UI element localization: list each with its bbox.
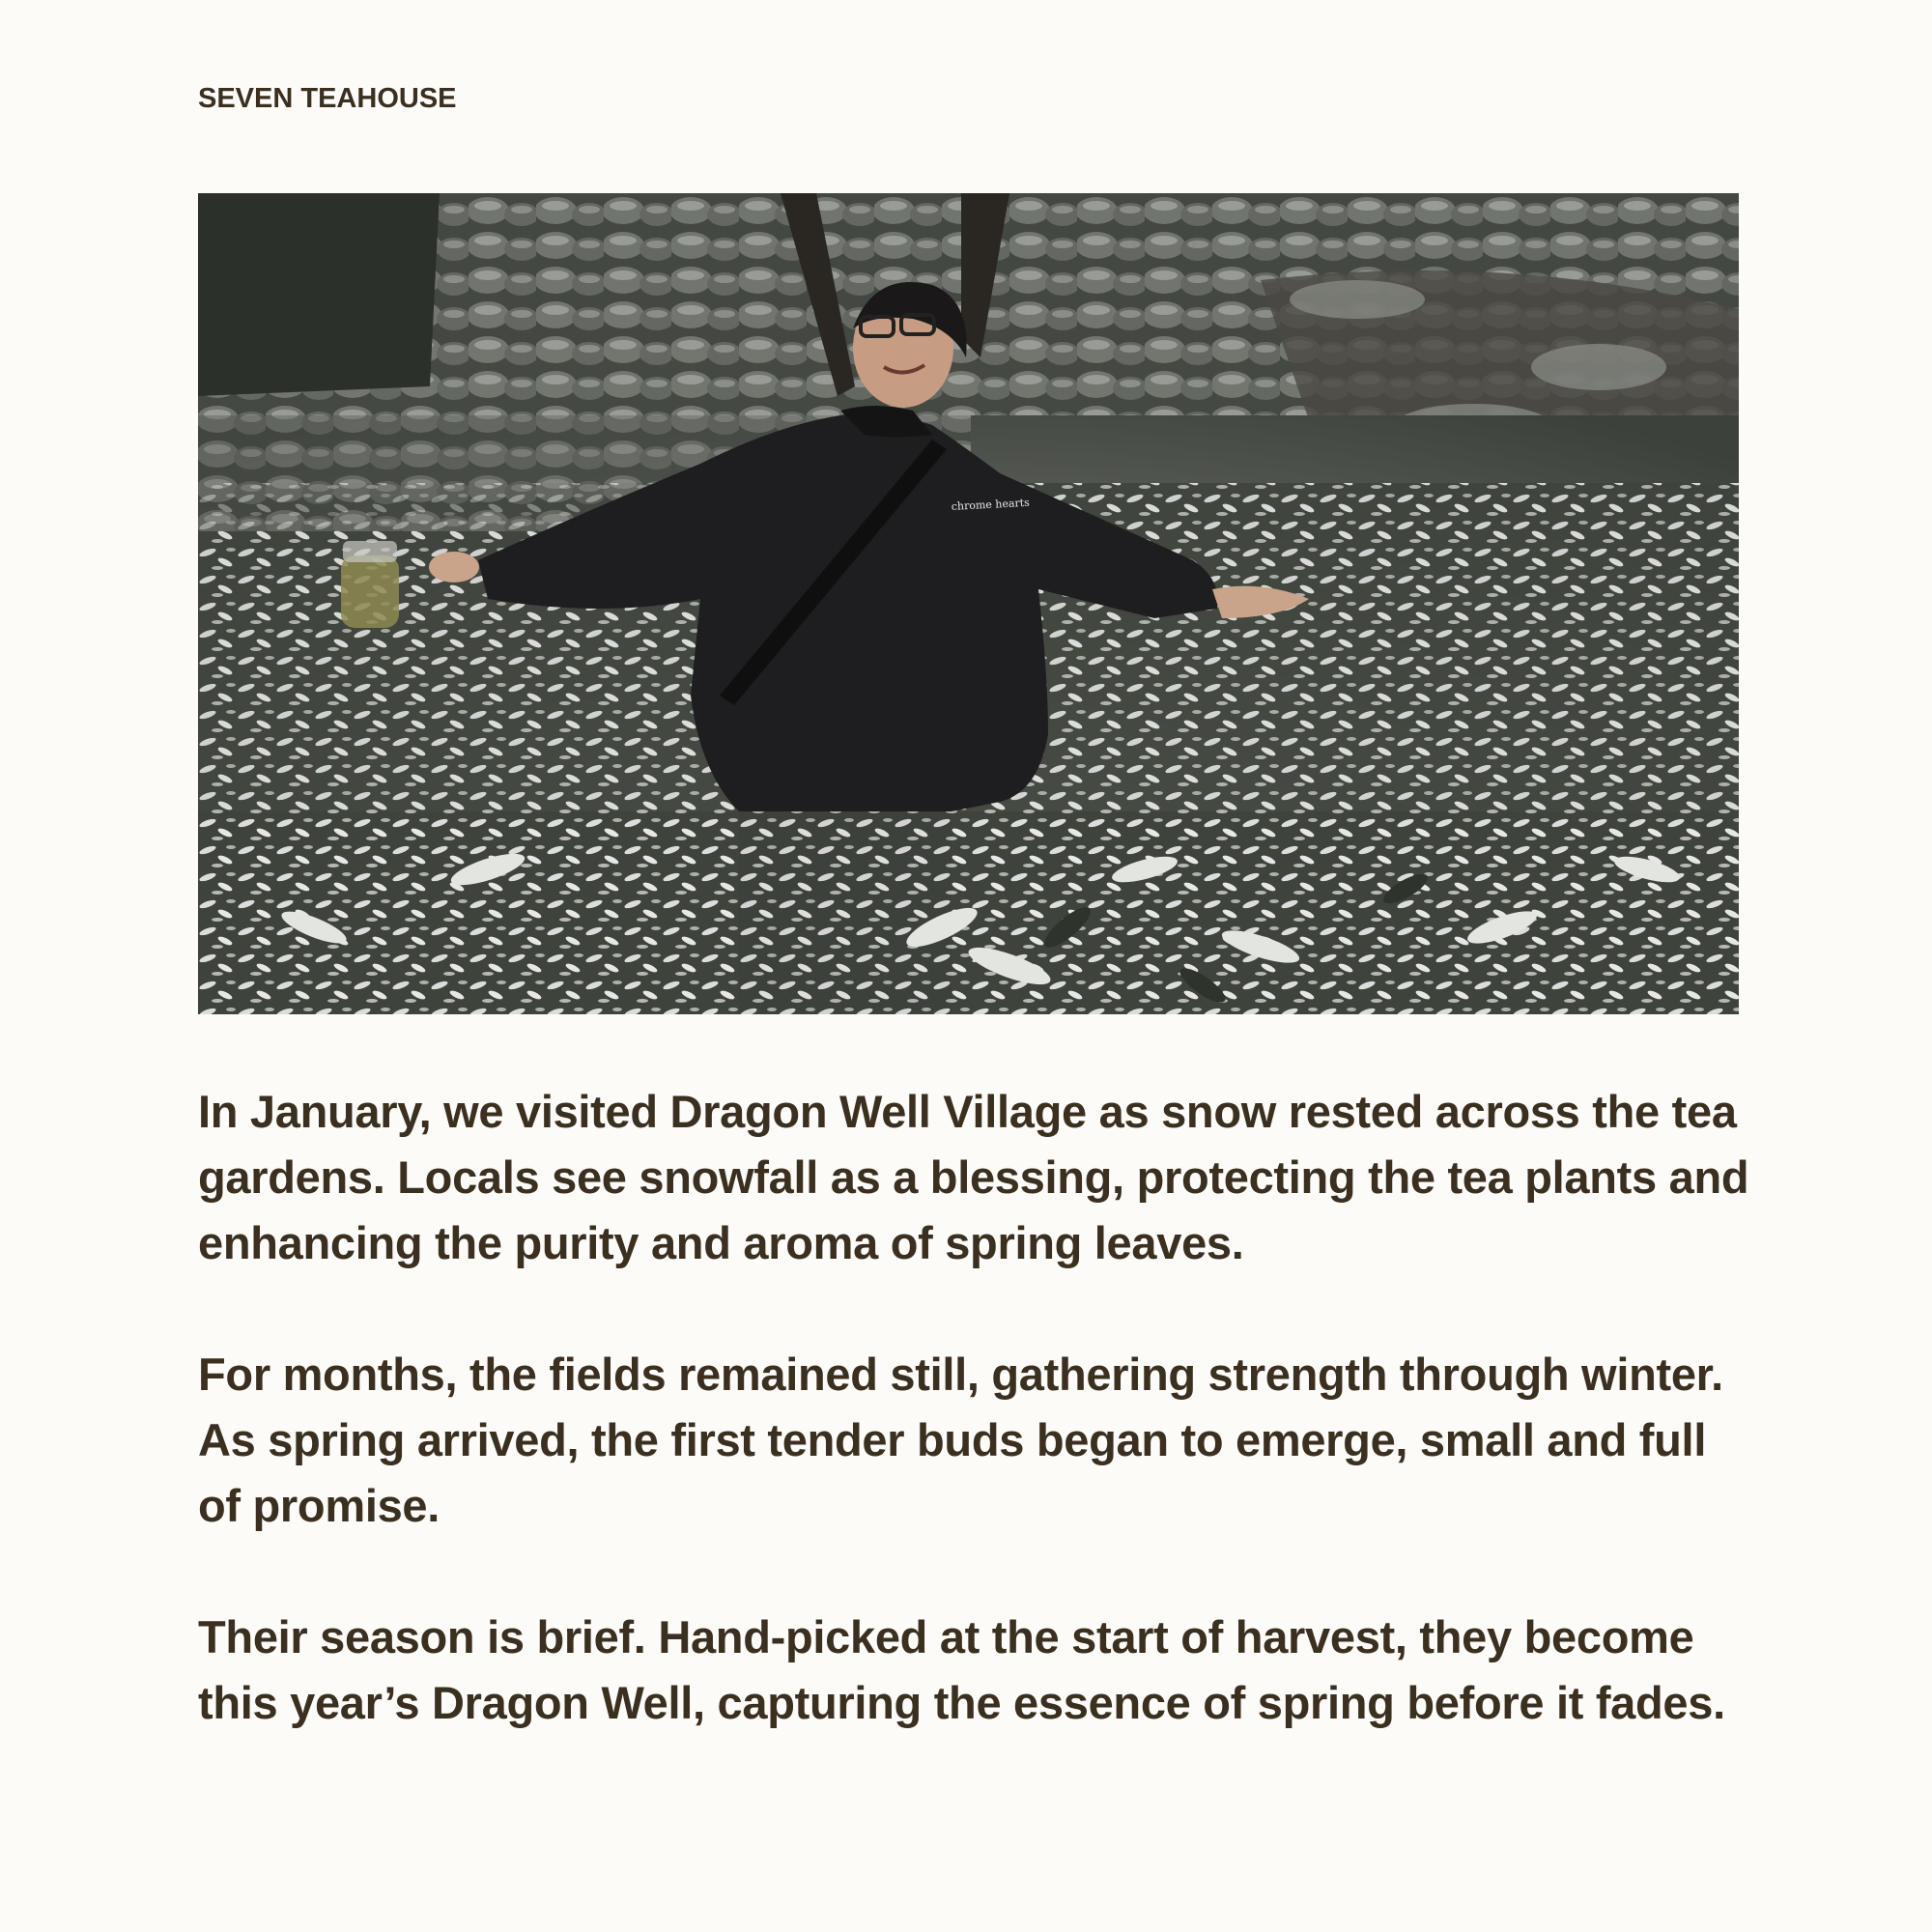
hero-photo: [198, 193, 1739, 1014]
jacket-logo-text: chrome hearts: [951, 496, 1031, 513]
article-paragraph-3: Their season is brief. Hand-picked at the start of harvest, they become this year’s Dragon Well, capturing the essence of spring before it fades.: [198, 1611, 1725, 1728]
article-paragraph-1: In January, we visited Dragon Well Village as snow rested across the tea gardens. Locals see snowfall as a blessing, protecting the tea plants and enhancing the purity and aroma of spring leaves.: [198, 1086, 1749, 1268]
article-body: [198, 1079, 1753, 1802]
hero-photo-illustration: [198, 193, 1739, 1014]
brand-logo-text: SEVEN TEAHOUSE: [198, 83, 457, 114]
article-paragraph-2: For months, the fields remained still, gathering strength through winter. As spring arrived, the first tender buds began to emerge, small and full of promise.: [198, 1349, 1723, 1531]
